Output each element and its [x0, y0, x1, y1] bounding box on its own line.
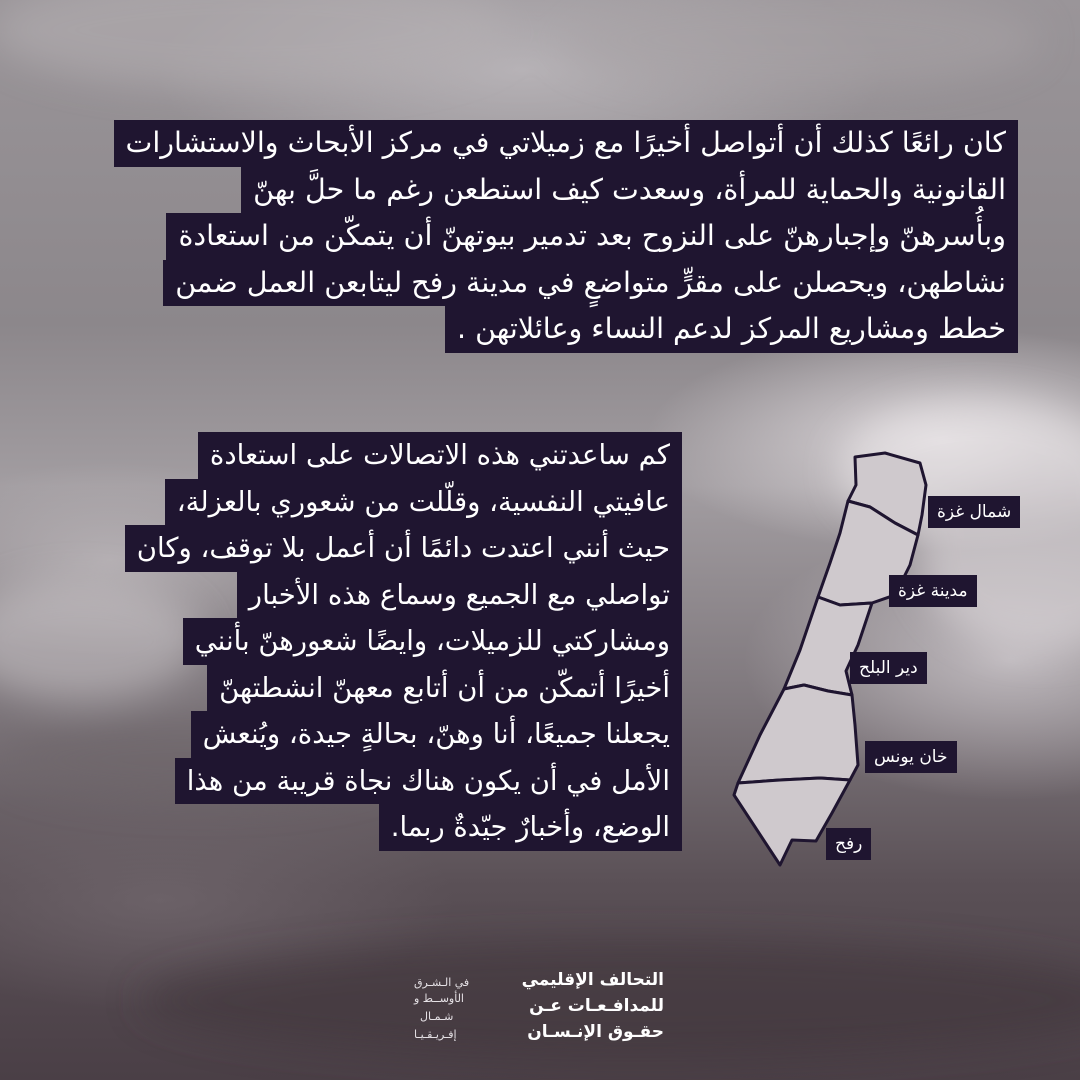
paragraph-line: نشاطهن، ويحصلن على مقرٍّ متواضعٍ في مدينة رفح ليتابعن العمل ضمن	[163, 260, 1018, 307]
paragraph-line: كان رائعًا كذلك أن أتواصل أخيرًا مع زميلاتي في مركز الأبحاث والاستشارات	[114, 120, 1018, 167]
paragraph-line: الوضع، وأخبارٌ جيّدةٌ ربما.	[379, 804, 682, 851]
paragraph-line: وبأُسرهنّ وإجبارهنّ على النزوح بعد تدمير بيوتهنّ أن يتمكّن من استعادة	[166, 213, 1018, 260]
logo-sub-4: إفـريـقـيـا	[414, 1028, 457, 1041]
logo-sub-3: شـمـال	[420, 1010, 454, 1023]
logo-sub-1: في الـشـرق	[414, 976, 470, 989]
map-label-rafah: رفح	[826, 828, 871, 860]
paragraph-bottom	[42, 432, 682, 851]
logo-sub-2: الأوســط و	[414, 992, 464, 1005]
paragraph-line: يجعلنا جميعًا، أنا وهنّ، بحالةٍ جيدة، ويُنعش	[191, 711, 682, 758]
paragraph-line: ومشاركتي للزميلات، وايضًا شعورهنّ بأنني	[183, 618, 682, 665]
map-label-deir-al-balah: دير البلح	[850, 652, 927, 684]
map-label-north-gaza: شمال غزة	[928, 496, 1020, 528]
paragraph-line: حيث أنني اعتدت دائمًا أن أعمل بلا توقف، وكان	[125, 525, 682, 572]
map-label-gaza-city: مدينة غزة	[889, 575, 977, 607]
paragraph-line: كم ساعدتني هذه الاتصالات على استعادة	[198, 432, 682, 479]
paragraph-line: القانونية والحماية للمرأة، وسعدت كيف استطعن رغم ما حلَّ بهنّ	[241, 167, 1018, 214]
map-region-khan-younis	[738, 685, 858, 783]
logo-line-1: التحالف الإقليمي	[521, 970, 664, 990]
paragraph-top	[28, 120, 1018, 353]
map-label-khan-younis: خان يونس	[865, 741, 957, 773]
paragraph-line: تواصلي مع الجميع وسماع هذه الأخبار	[237, 572, 682, 619]
paragraph-line: أخيرًا أتمكّن من أن أتابع معهنّ انشطتهنّ	[207, 665, 682, 712]
paragraph-line: خطط ومشاريع المركز لدعم النساء وعائلاتهن .	[445, 306, 1018, 353]
paragraph-line: الأمل في أن يكون هناك نجاة قريبة من هذا	[175, 758, 682, 805]
paragraph-line: عافيتي النفسية، وقلّلت من شعوري بالعزلة،	[165, 479, 682, 526]
logo-line-3: حقـوق الإنـسـان	[527, 1022, 664, 1042]
organization-logo	[412, 968, 664, 1048]
logo-line-2: للمدافـعـات عـن	[529, 996, 664, 1016]
